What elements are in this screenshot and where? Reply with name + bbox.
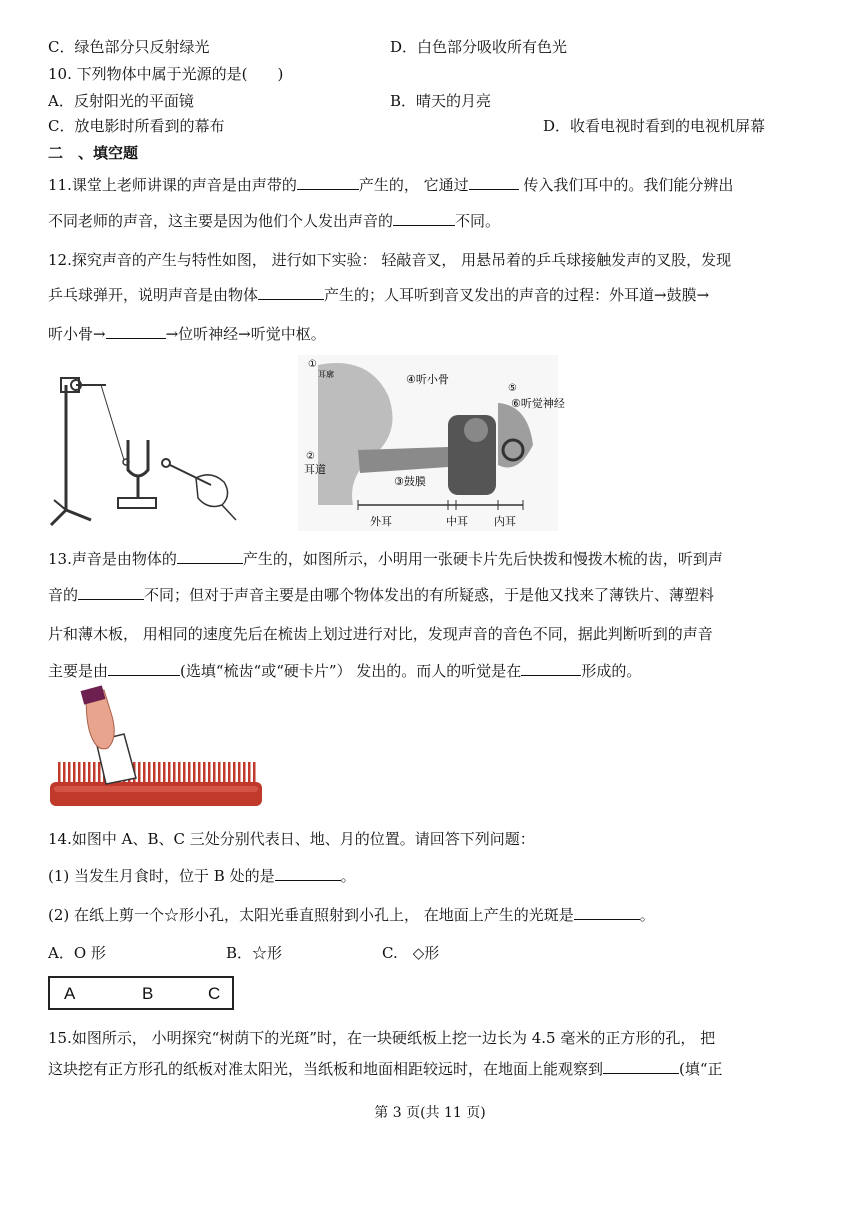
comb-tooth — [78, 762, 81, 784]
comb-tooth — [153, 762, 156, 784]
comb-tooth — [83, 762, 86, 784]
q10-option-b: B．晴天的月亮 — [390, 92, 492, 110]
q14-stem: 14.如图中 A、B、C 三处分别代表日、地、月的位置。请回答下列问题： — [48, 830, 535, 848]
answer-blank[interactable] — [258, 285, 324, 300]
comb-tooth — [188, 762, 191, 784]
comb-tooth — [213, 762, 216, 784]
ear-label-2b: 耳道 — [304, 463, 326, 476]
comb-tooth — [73, 762, 76, 784]
q12-line2: 乒乓球弹开，说明声音是由物体 产生的；人耳听到音叉发出的声音的过程：外耳道→鼓膜→ — [48, 286, 710, 304]
ear-label-5: ⑤ — [508, 383, 517, 394]
comb-tooth — [243, 762, 246, 784]
q14-part2: (2) 在纸上剪一个☆形小孔，太阳光垂直照射到小孔上， 在地面上产生的光斑是 。 — [48, 906, 655, 924]
comb-tooth — [98, 762, 101, 784]
answer-blank[interactable] — [521, 661, 581, 676]
comb-tooth — [173, 762, 176, 784]
ear-label-3: ③鼓膜 — [394, 475, 426, 488]
ear-label-6: ⑥听觉神经 — [511, 397, 565, 410]
q9-option-c: C．绿色部分只反射绿光 — [48, 38, 210, 56]
q9-option-d: D．白色部分吸收所有色光 — [390, 38, 568, 56]
comb-tooth — [248, 762, 251, 784]
answer-blank[interactable] — [177, 549, 243, 564]
comb-tooth — [253, 762, 256, 784]
comb-tooth — [158, 762, 161, 784]
q10-option-d: D．收看电视时看到的电视机屏幕 — [543, 117, 766, 135]
q11-line2: 不同老师的声音，这主要是因为他们个人发出声音的 不同。 — [48, 212, 501, 230]
q14-part1: (1) 当发生月食时，位于 B 处的是 。 — [48, 867, 356, 885]
ear-label-1: ① — [308, 359, 317, 370]
abc-position-box — [48, 976, 234, 1010]
q13-line2: 音的 不同；但对于声音主要是由哪个物体发出的有所疑惑，于是他又找来了薄铁片、薄塑料 — [48, 586, 715, 604]
answer-blank[interactable] — [603, 1059, 679, 1074]
ear-label-2: ② — [306, 451, 315, 462]
ear-label-outer: 外耳 — [370, 515, 392, 528]
page-footer: 第 3 页(共 11 页) — [374, 1105, 486, 1121]
q12-line1: 12.探究声音的产生与特性如图， 进行如下实验： 轻敲音叉， 用悬吊着的乒乓球接触发声的叉股，发现 — [48, 251, 732, 269]
q14-option-a: A．O 形 — [48, 944, 106, 962]
comb-tooth — [63, 762, 66, 784]
q13-line1: 13.声音是由物体的 产生的，如图所示，小明用一张硬卡片先后快拨和慢拨木梳的齿，听到声 — [48, 550, 723, 568]
comb-tooth — [193, 762, 196, 784]
q11-line1: 11.课堂上老师讲课的声音是由声带的 产生的， 它通过 传入我们耳中的。我们能分辨出 — [48, 176, 734, 194]
ear-label-inner: 内耳 — [494, 515, 516, 528]
comb-tooth — [58, 762, 61, 784]
comb-tooth — [198, 762, 201, 784]
comb-tooth — [208, 762, 211, 784]
answer-blank[interactable] — [106, 324, 166, 339]
ear-anatomy-diagram — [298, 355, 565, 531]
answer-blank[interactable] — [574, 905, 640, 920]
label-c: C — [208, 984, 221, 1003]
q15-line2: 这块挖有正方形孔的纸板对准太阳光，当纸板和地面相距较远时，在地面上能观察到 (填“正 — [48, 1060, 723, 1078]
comb-tooth — [238, 762, 241, 784]
comb-tooth — [93, 762, 96, 784]
comb-tooth — [223, 762, 226, 784]
ear-label-middle: 中耳 — [446, 515, 468, 528]
comb-tooth — [88, 762, 91, 784]
ear-label-4: ④听小骨 — [406, 373, 449, 386]
answer-blank[interactable] — [108, 661, 180, 676]
ear-label-1b: 耳廓 — [318, 370, 334, 379]
comb-tooth — [138, 762, 141, 784]
q10-stem: 10. 下列物体中属于光源的是( ) — [48, 65, 284, 83]
q15-line1: 15.如图所示， 小明探究“树荫下的光斑”时，在一块硬纸板上挖一边长为 4.5 毫米的正方形的孔， 把 — [48, 1029, 716, 1047]
q14-option-c: C. ◇形 — [382, 944, 440, 962]
comb-tooth — [183, 762, 186, 784]
comb-card-figure — [46, 686, 266, 812]
comb-tooth — [148, 762, 151, 784]
q13-line3: 片和薄木板， 用相同的速度先后在梳齿上划过进行对比，发现声音的音色不同，据此判断听到的声音 — [48, 625, 713, 643]
q14-option-b: B．☆形 — [226, 944, 283, 962]
comb-tooth — [233, 762, 236, 784]
tuning-fork-figure — [46, 360, 246, 530]
comb-tooth — [143, 762, 146, 784]
answer-blank[interactable] — [275, 866, 341, 881]
q12-line3: 听小骨→ →位听神经→听觉中枢。 — [48, 325, 326, 343]
q13-line4: 主要是由 (选填“梳齿“或“硬卡片”） 发出的。而人的听觉是在 形成的。 — [48, 662, 642, 680]
q10-option-c: C．放电影时所看到的幕布 — [48, 117, 225, 135]
answer-blank[interactable] — [393, 211, 455, 226]
answer-blank[interactable] — [469, 175, 519, 190]
answer-blank[interactable] — [78, 585, 144, 600]
q10-option-a: A．反射阳光的平面镜 — [48, 92, 194, 110]
comb-body — [50, 782, 262, 806]
section-heading: 二 、填空题 — [48, 144, 139, 162]
label-a: A — [64, 984, 76, 1003]
comb-tooth — [163, 762, 166, 784]
answer-blank[interactable] — [297, 175, 359, 190]
comb-tooth — [168, 762, 171, 784]
comb-tooth — [178, 762, 181, 784]
comb-tooth — [68, 762, 71, 784]
comb-tooth — [228, 762, 231, 784]
comb-tooth — [203, 762, 206, 784]
comb-tooth — [218, 762, 221, 784]
comb-teeth — [58, 762, 256, 784]
label-b: B — [142, 984, 154, 1003]
